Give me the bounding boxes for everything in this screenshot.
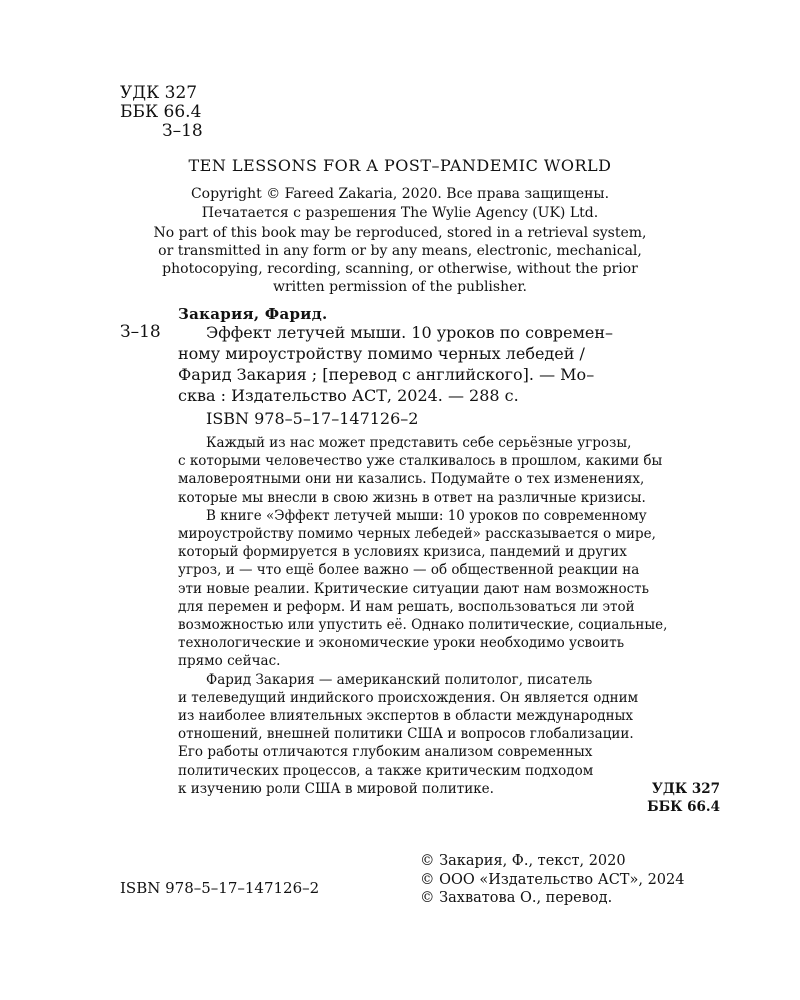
isbn-bottom: ISBN 978–5–17–147126–2 [120, 879, 320, 897]
annotation-line: маловероятными они ни казались. Подумайте о тех изменениях, [178, 471, 645, 488]
biblio-line: Фарид Закария ; [перевод с английского]. — Мо– [178, 365, 595, 384]
annotation-line: Его работы отличаются глубоким анализом современных [178, 744, 593, 761]
bbk-code: ББК 66.4 [647, 799, 720, 815]
annotation-line: из наиболее влиятельных экспертов в области международных [178, 708, 633, 725]
copyright-lines [420, 852, 684, 908]
annotation-line: Каждый из нас может представить себе серьёзные угрозы, [206, 435, 632, 451]
annotation-line: которые мы внесли в свою жизнь в ответ на различные кризисы. [178, 489, 646, 506]
annotation-line: эти новые реалии. Критические ситуации дают нам возможность [178, 580, 649, 597]
bibliographic-description [178, 322, 723, 406]
author-heading: Закария, Фарид. [178, 305, 328, 323]
copyright-line: © Захватова О., перевод. [420, 890, 613, 906]
annotation-line: прямо сейчас. [178, 653, 281, 670]
annotation-line: возможностью или упустить её. Однако политические, социальные, [178, 617, 668, 634]
annotation-line: политических процессов, а также критическим подходом [178, 762, 594, 779]
annotation-line: мироустройству помимо черных лебедей» рассказывается о мире, [178, 526, 656, 543]
annotation-line: Фарид Закария — американский политолог, писатель [206, 671, 593, 688]
annotation-line: отношений, внешней политики США и вопросов глобализации. [178, 726, 634, 743]
copyright-line: Copyright © Fareed Zakaria, 2020. Все права защищены. [190, 186, 610, 202]
author-sign-code: З–18 [162, 121, 203, 141]
annotation-line: который формируется в условиях кризиса, пандемий и других [178, 544, 627, 561]
udk-code: УДК 327 [120, 83, 198, 103]
permission-line: Печатается с разрешения The Wylie Agency (UK) Ltd. [201, 205, 599, 221]
annotation-line: технологические и экономические уроки необходимо усвоить [178, 635, 625, 652]
udk-code: УДК 327 [651, 781, 720, 797]
original-title: TEN LESSONS FOR A POST–PANDEMIC WORLD [188, 156, 612, 175]
bbk-code: ББК 66.4 [120, 102, 202, 122]
author-code: З–18 [120, 322, 161, 342]
copyright-notice [0, 185, 800, 223]
annotation-line: угроз, и — что ещё более важно — об общественной реакции на [178, 562, 640, 579]
copyright-line: © ООО «Издательство АСТ», 2024 [420, 871, 685, 888]
biblio-line: ному мироустройству помимо черных лебедей / [178, 344, 585, 363]
classification-bottom [580, 780, 720, 816]
annotation-line: к изучению роли США в мировой политике. [178, 780, 494, 797]
annotation-line: с которыми человечество уже сталкивалось в прошлом, какими бы [178, 453, 663, 470]
copyright-line: © Закария, Ф., текст, 2020 [420, 853, 626, 869]
biblio-line: Эффект летучей мыши. 10 уроков по современ– [206, 323, 614, 342]
annotation-line: и телеведущий индийского происхождения. Он является одним [178, 689, 639, 706]
annotation-line: для перемен и реформ. И нам решать, воспользоваться ли этой [178, 598, 635, 615]
rights-line: photocopying, recording, scanning, or otherwise, without the prior [162, 261, 638, 277]
rights-line: written permission of the publisher. [272, 279, 528, 295]
annotation-line: В книге «Эффект летучей мыши: 10 уроков по современному [206, 507, 647, 524]
biblio-line: сква : Издательство АСТ, 2024. — 288 с. [178, 386, 519, 405]
annotation [178, 434, 723, 798]
rights-notice [0, 224, 800, 296]
rights-line: or transmitted in any form or by any means, electronic, mechanical, [158, 243, 642, 259]
classification-top [120, 84, 203, 141]
rights-line: No part of this book may be reproduced, stored in a retrieval system, [153, 225, 647, 241]
isbn: ISBN 978–5–17–147126–2 [206, 409, 419, 428]
